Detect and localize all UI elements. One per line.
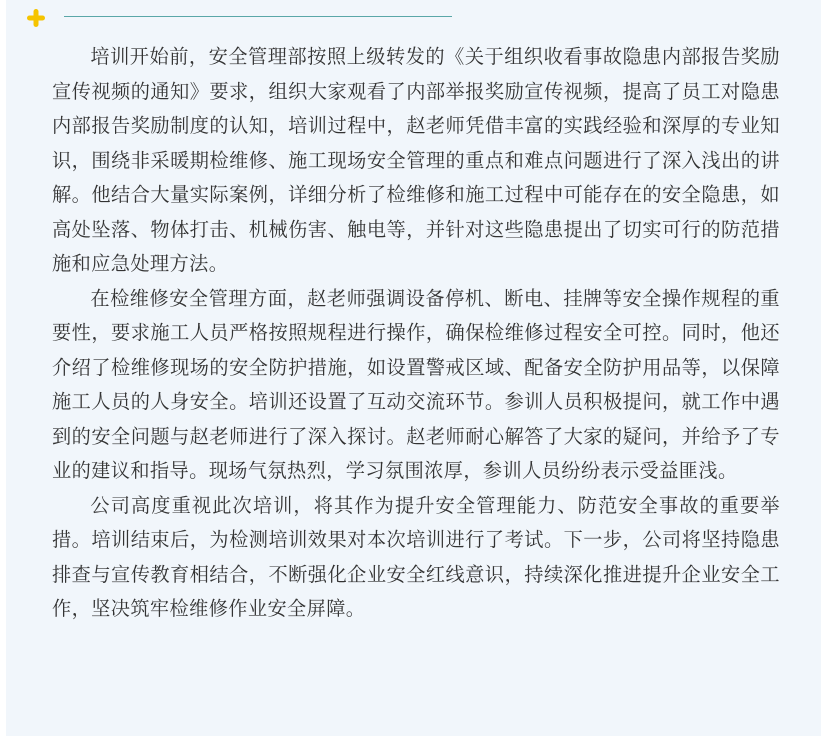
paragraph-1: 培训开始前，安全管理部按照上级转发的《关于组织收看事故隐患内部报告奖励宣传视频的通知》要求，组织大家观看了内部举报奖励宣传视频，提高了员工对隐患内部报告奖励制度的认知，培训过程中，赵老师凭借丰富的实践经验和深厚的专业知识，围绕非采暖期检维修、施工现场安全管理的重点和难点问题进行了深入浅出的讲解。他结合大量实际案例，详细分析了检维修和施工过程中可能存在的安全隐患，如高处坠落、物体打击、机械伤害、触电等，并针对这些隐患提出了切实可行的防范措施和应急处理方法。: [52, 45, 780, 275]
article-body: [52, 40, 780, 627]
article-card: [6, 0, 821, 736]
paragraph-3: 公司高度重视此次培训，将其作为提升安全管理能力、防范安全事故的重要举措。培训结束后，为检测培训效果对本次培训进行了考试。下一步，公司将坚持隐患排查与宣传教育相结合，不断强化企业安全红线意识，持续深化推进提升企业安全工作，坚决筑牢检维修作业安全屏障。: [52, 493, 780, 620]
paragraph-2: 在检维修安全管理方面，赵老师强调设备停机、断电、挂牌等安全操作规程的重要性，要求施工人员严格按照规程进行操作，确保检维修过程安全可控。同时，他还介绍了检维修现场的安全防护措施，如设置警戒区域、配备安全防护用品等，以保障施工人员的人身安全。培训还设置了互动交流环节。参训人员积极提问，就工作中遇到的安全问题与赵老师进行了深入探讨。赵老师耐心解答了大家的疑问，并给予了专业的建议和指导。现场气氛热烈，学习氛围浓厚，参训人员纷纷表示受益匪浅。: [52, 286, 780, 482]
article-header: [6, 0, 821, 40]
plus-icon: [26, 8, 46, 28]
header-divider-line: [64, 16, 452, 17]
plus-icon-graphic: [26, 8, 46, 28]
